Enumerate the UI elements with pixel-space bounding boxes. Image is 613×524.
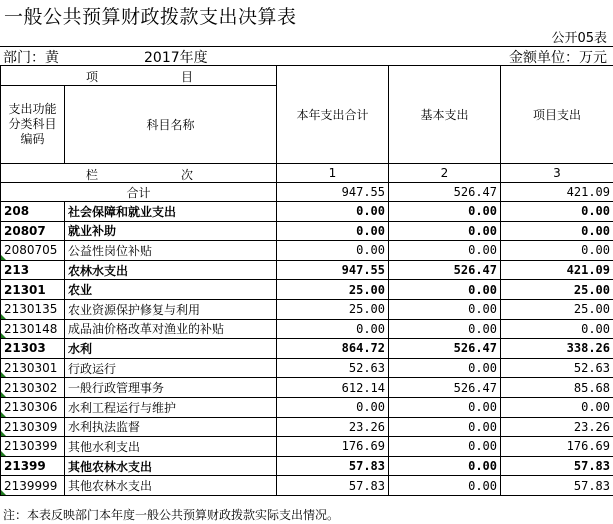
row-basic: 0.00 [389,476,501,496]
header-code: 支出功能分类科目编码 [1,86,65,164]
row-basic: 0.00 [389,358,501,378]
row-code: 208 [1,202,65,222]
table-row [1,319,613,339]
header-col2: 2 [389,164,501,183]
row-basic: 0.00 [389,299,501,319]
total-row [1,183,613,202]
row-code: 2130302 [1,378,65,398]
row-name: 就业补助 [65,221,277,241]
table-row [1,202,613,222]
cell-marker-icon [1,333,6,338]
row-project: 176.69 [501,437,613,457]
row-name: 农林水支出 [65,260,277,280]
header-col1: 1 [277,164,389,183]
cell-marker-icon [1,490,6,495]
row-basic: 0.00 [389,280,501,300]
row-name: 成品油价格改革对渔业的补贴 [65,319,277,339]
row-project: 85.68 [501,378,613,398]
row-basic: 0.00 [389,241,501,261]
table-row [1,476,613,496]
cell-marker-icon [1,412,6,417]
row-basic: 0.00 [389,221,501,241]
header-xiang-mu [1,66,277,86]
row-project: 0.00 [501,397,613,417]
row-name: 水利执法监督 [65,417,277,437]
row-code: 2130301 [1,358,65,378]
row-code: 2130399 [1,437,65,457]
row-basic: 0.00 [389,397,501,417]
table-row [1,358,613,378]
row-project: 0.00 [501,202,613,222]
cell-marker-icon [1,431,6,436]
row-name: 农业资源保护修复与利用 [65,299,277,319]
table-row [1,417,613,437]
unit-label: 金额单位：万元 [509,50,607,66]
total-basic: 526.47 [389,183,501,202]
row-total: 0.00 [277,319,389,339]
row-total: 176.69 [277,437,389,457]
header-total: 本年支出合计 [277,66,389,164]
row-total: 0.00 [277,397,389,417]
header-xiang: 项 [86,70,99,84]
table-row [1,241,613,261]
table-row [1,437,613,457]
expenditure-table [0,65,613,496]
row-total: 23.26 [277,417,389,437]
row-total: 0.00 [277,241,389,261]
table-row [1,339,613,359]
row-project: 23.26 [501,417,613,437]
row-code: 2130135 [1,299,65,319]
row-total: 0.00 [277,202,389,222]
row-total: 0.00 [277,221,389,241]
row-project: 25.00 [501,299,613,319]
row-code: 2139999 [1,476,65,496]
header-lanci [1,164,277,183]
header-basic: 基本支出 [389,66,501,164]
header-name: 科目名称 [65,86,277,164]
table-row [1,397,613,417]
row-total: 612.14 [277,378,389,398]
row-project: 57.83 [501,476,613,496]
cell-marker-icon [1,372,6,377]
row-name: 一般行政管理事务 [65,378,277,398]
year-label: 2017年度 [144,50,208,66]
form-number: 公开05表 [551,31,607,46]
table-row [1,378,613,398]
cell-marker-icon [1,451,6,456]
row-project: 0.00 [501,241,613,261]
total-total: 947.55 [277,183,389,202]
row-project: 25.00 [501,280,613,300]
row-code: 21399 [1,456,65,476]
header-mu: 目 [181,70,194,84]
row-total: 25.00 [277,280,389,300]
row-project: 0.00 [501,319,613,339]
row-name: 农业 [65,280,277,300]
table-row [1,221,613,241]
row-basic: 0.00 [389,437,501,457]
row-name: 其他农林水支出 [65,456,277,476]
row-total: 52.63 [277,358,389,378]
row-name: 水利 [65,339,277,359]
cell-marker-icon [1,392,6,397]
row-code: 213 [1,260,65,280]
total-label: 合计 [1,183,277,202]
row-code: 2130309 [1,417,65,437]
row-basic: 0.00 [389,417,501,437]
table-row [1,260,613,280]
header-project: 项目支出 [501,66,613,164]
row-code: 21301 [1,280,65,300]
row-basic: 526.47 [389,339,501,359]
row-code: 2130148 [1,319,65,339]
row-name: 社会保障和就业支出 [65,202,277,222]
row-basic: 0.00 [389,456,501,476]
row-project: 338.26 [501,339,613,359]
row-total: 864.72 [277,339,389,359]
table-row [1,280,613,300]
row-basic: 0.00 [389,319,501,339]
row-code: 20807 [1,221,65,241]
row-basic: 526.47 [389,260,501,280]
footnote: 注：本表反映部门本年度一般公共预算财政拨款实际支出情况。 [3,508,340,522]
row-project: 421.09 [501,260,613,280]
row-basic: 526.47 [389,378,501,398]
header-ci: 次 [181,168,194,182]
cell-marker-icon [1,314,6,319]
row-code: 2130306 [1,397,65,417]
row-total: 25.00 [277,299,389,319]
table-title: 一般公共预算财政拨款支出决算表 [4,6,297,28]
row-code: 2080705 [1,241,65,261]
department-label: 部门：黄 [3,50,59,66]
table-row [1,456,613,476]
row-project: 57.83 [501,456,613,476]
row-total: 57.83 [277,476,389,496]
row-name: 水利工程运行与维护 [65,397,277,417]
row-code: 21303 [1,339,65,359]
row-name: 公益性岗位补贴 [65,241,277,261]
row-project: 0.00 [501,221,613,241]
header-lan: 栏 [86,168,99,182]
row-project: 52.63 [501,358,613,378]
row-total: 57.83 [277,456,389,476]
table-row [1,299,613,319]
header-col3: 3 [501,164,613,183]
row-total: 947.55 [277,260,389,280]
row-name: 其他水利支出 [65,437,277,457]
cell-marker-icon [1,255,6,260]
row-basic: 0.00 [389,202,501,222]
row-name: 行政运行 [65,358,277,378]
row-name: 其他农林水支出 [65,476,277,496]
total-project: 421.09 [501,183,613,202]
